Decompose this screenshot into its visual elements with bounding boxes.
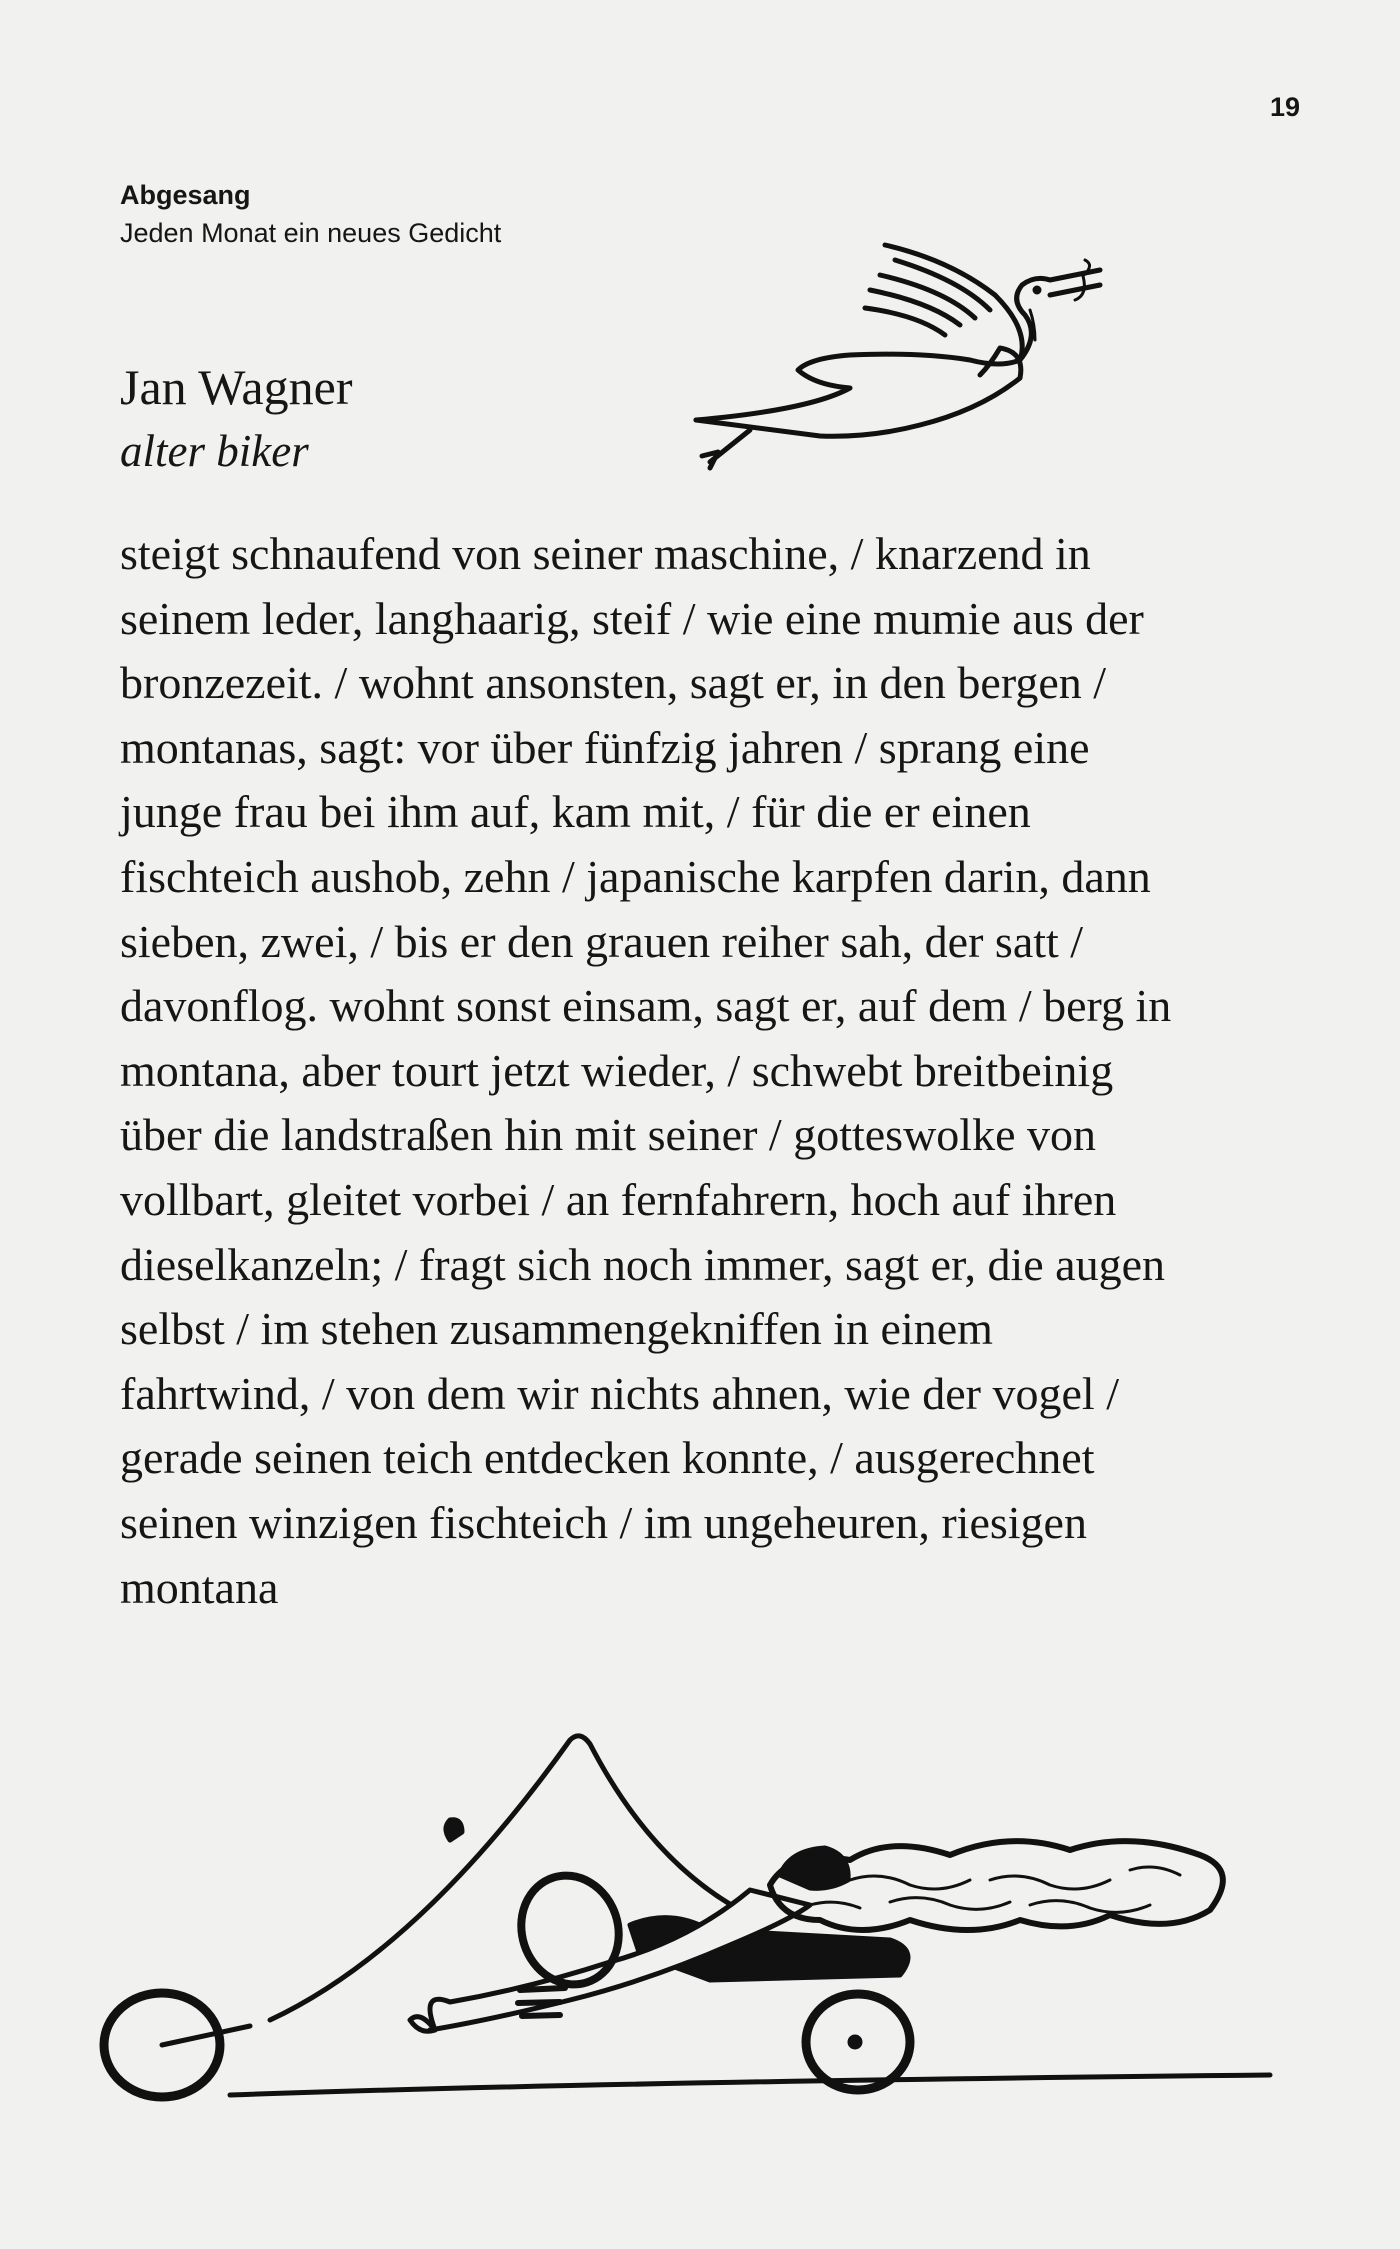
poem-line: dieselkanzeln; / fragt sich noch immer, sagt er, die augen [120,1238,1165,1290]
poem-line: fahrtwind, / von dem wir nichts ahnen, wie der vogel / [120,1367,1119,1419]
poem-line: gerade seinen teich entdecken konnte, / ausgerechnet [120,1432,1095,1484]
column-title: Abgesang [120,180,251,210]
poem-line: montana [120,1561,279,1613]
poem-line: junge frau bei ihm auf, kam mit, / für die er einen [120,786,1031,838]
poem-line: montana, aber tourt jetzt wieder, / schwebt breitbeinig [120,1044,1114,1096]
poem-line: montanas, sagt: vor über fünfzig jahren / sprang eine [120,721,1090,773]
poem-line: davonflog. wohnt sonst einsam, sagt er, auf dem / berg in [120,980,1172,1032]
poem-line: steigt schnaufend von seiner maschine, / knarzend in [120,528,1091,579]
poem-line: seinen winzigen fischteich / im ungeheuren, riesigen [120,1496,1087,1548]
poem-title: alter biker [120,426,309,476]
page-number: 19 [1269,92,1300,122]
poem-line: über die landstraßen hin mit seiner / gotteswolke von [120,1109,1096,1161]
heron-illustration [690,240,1140,480]
biker-illustration [90,1730,1290,2130]
poem-body [120,522,1340,1620]
poem-line: sieben, zwei, / bis er den grauen reiher sah, der satt / [120,915,1084,967]
column-subtitle: Jeden Monat ein neues Gedicht [120,218,502,248]
poem-line: selbst / im stehen zusammengekniffen in einem [120,1303,993,1355]
poem-line: bronzezeit. / wohnt ansonsten, sagt er, in den bergen / [120,657,1107,709]
poem-line: vollbart, gleitet vorbei / an fernfahrern, hoch auf ihren [120,1173,1117,1225]
poem-line: fischteich aushob, zehn / japanische karpfen darin, dann [120,850,1151,902]
poem-author: Jan Wagner [120,359,353,415]
poem-line: seinem leder, langhaarig, steif / wie eine mumie aus der [120,592,1144,644]
